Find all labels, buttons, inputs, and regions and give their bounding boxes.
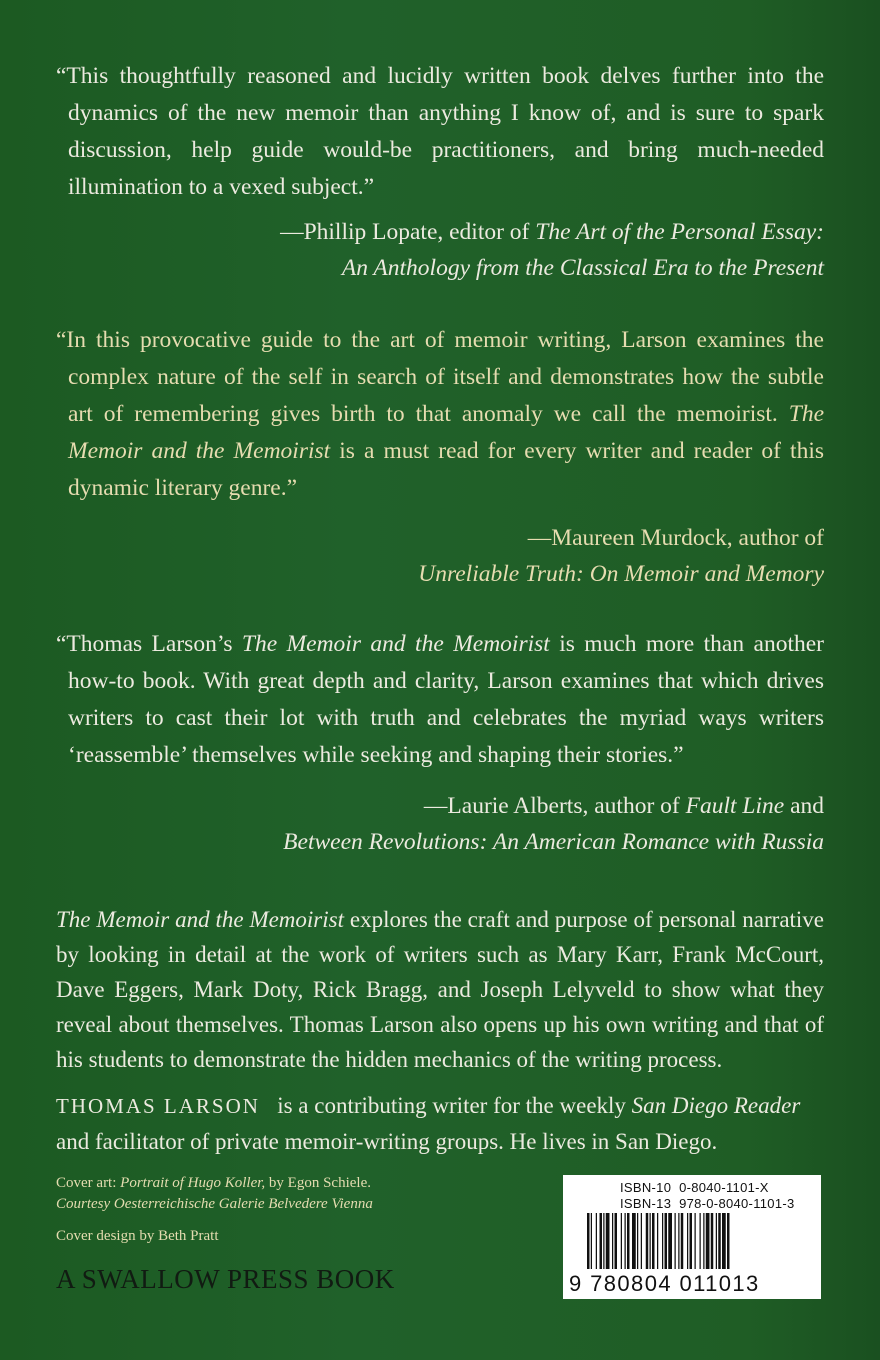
barcode-bar: [632, 1213, 636, 1269]
quote-lopate-text: “This thoughtfully reasoned and lucidly written book delves further into the dynamics of the new memoir than anything I know of, and is sure to spark discussion, help guide would-be practitioners, and bring much-needed illumination to a vexed subject.”: [56, 63, 824, 200]
quote-murdock: [56, 322, 824, 507]
barcode-bar: [600, 1213, 603, 1269]
barcode-bar: [646, 1213, 649, 1269]
attribution-lopate-prefix: —Phillip Lopate, editor of: [280, 219, 536, 245]
barcode-bar: [657, 1213, 658, 1269]
barcode-bar: [662, 1213, 663, 1269]
barcode-bar: [603, 1213, 604, 1269]
barcode-bar: [637, 1213, 638, 1269]
barcode-bar: [641, 1213, 642, 1269]
quote-murdock-book-title: The Memoir and the Memoirist: [68, 401, 824, 464]
cover-art-courtesy: Courtesy Oesterreichische Galerie Belvedere Vienna: [56, 1196, 373, 1212]
barcode-bar: [652, 1213, 655, 1269]
barcode-bar: [606, 1213, 610, 1269]
barcode-bar: [716, 1213, 717, 1269]
barcode-bar: [621, 1213, 622, 1269]
barcode-bar: [612, 1213, 613, 1269]
attribution-murdock-line: —Maureen Murdock, author of: [527, 525, 824, 551]
barcode-bar: [718, 1213, 721, 1269]
barcode-bar: [675, 1213, 676, 1269]
barcode-bar: [678, 1213, 679, 1269]
barcode-bar: [687, 1213, 688, 1269]
barcode-bar: [727, 1213, 730, 1269]
attribution-alberts-title-2: Between Revolutions: An American Romance with Russia: [283, 829, 824, 855]
quote-murdock-text-2: is a must read for every writer and reader of this dynamic literary genre.”: [68, 438, 824, 501]
isbn-13-value: 978-0-8040-1101-3: [679, 1196, 795, 1211]
isbn-10-label: ISBN-10: [620, 1180, 672, 1195]
cover-art-title: Portrait of Hugo Koller,: [120, 1175, 266, 1191]
barcode-bar: [703, 1213, 704, 1269]
attribution-alberts-suffix: and: [784, 793, 824, 819]
isbn-barcode-box: [563, 1175, 821, 1299]
barcode-bar: [596, 1213, 597, 1269]
attribution-lopate-title-1: The Art of the Personal Essay:: [535, 219, 824, 245]
book-description-text: explores the craft and purpose of personal narrative by looking in detail at the work of writers such as Mary Karr, Frank McCourt, Dave Eggers, Mark Doty, Rick Bragg, and Joseph Lelyveld to show what they reveal about themselves. Thomas Larson also opens up his own writing and that of his students to demonstrate the hidden mechanics of the writing process.: [56, 907, 825, 1072]
isbn-13-label: ISBN-13: [620, 1196, 672, 1211]
barcode-bar: [706, 1213, 710, 1269]
cover-credits: [56, 1173, 373, 1215]
author-bio-publication: San Diego Reader: [631, 1093, 801, 1118]
barcode-bar: [591, 1213, 592, 1269]
book-description: [56, 902, 824, 1077]
publisher-imprint: A SWALLOW PRESS BOOK: [56, 1264, 395, 1294]
attribution-alberts-prefix: —Laurie Alberts, author of: [423, 793, 686, 819]
barcode-bar: [681, 1213, 684, 1269]
barcode-bar: [587, 1213, 590, 1269]
author-bio-text-2: and facilitator of private memoir-writing groups. He lives in San Diego.: [56, 1129, 718, 1154]
barcode-bar: [650, 1213, 651, 1269]
barcode-bar: [690, 1213, 693, 1269]
attribution-lopate: [184, 214, 824, 286]
quote-alberts: [56, 626, 824, 774]
attribution-murdock: [184, 520, 824, 592]
author-bio-text-1: is a contributing writer for the weekly: [259, 1093, 632, 1118]
barcode-digits: 9 780804 011013: [569, 1271, 760, 1296]
quote-lopate: [56, 58, 824, 206]
attribution-murdock-title: Unreliable Truth: On Memoir and Memory: [418, 561, 824, 587]
cover-art-label: Cover art:: [56, 1175, 121, 1191]
barcode-bar: [695, 1213, 696, 1269]
isbn-13-line: [620, 1196, 795, 1211]
cover-design-credit: Cover design by Beth Pratt: [56, 1228, 219, 1244]
quote-alberts-book-title: The Memoir and the Memoirist: [241, 631, 550, 657]
barcode-bar: [627, 1213, 630, 1269]
attribution-alberts: [184, 788, 824, 860]
barcode-bar: [722, 1213, 726, 1269]
barcode-bar: [665, 1213, 668, 1269]
quote-alberts-text-2: is much more than another how-to book. With great depth and clarity, Larson examines that which drives writers to cast their lot with truth and celebrates the myriad ways writers ‘reassemble’ themselves while seeking and shaping their stories.”: [68, 631, 824, 768]
barcode-bar: [700, 1213, 701, 1269]
attribution-alberts-title-1: Fault Line: [685, 793, 785, 819]
author-name: THOMAS LARSON: [56, 1094, 260, 1118]
quote-alberts-text-1: “Thomas Larson’s: [56, 631, 242, 657]
attribution-lopate-title-2: An Anthology from the Classical Era to the Present: [341, 255, 824, 281]
quote-murdock-text-1: “In this provocative guide to the art of memoir writing, Larson examines the complex nature of the self in search of itself and demonstrates how the subtle art of remembering gives birth to that anomaly we call the memoirist.: [56, 327, 824, 427]
barcode-bar: [668, 1213, 672, 1269]
barcode-bar: [615, 1213, 618, 1269]
cover-art-artist: by Egon Schiele.: [265, 1175, 371, 1191]
barcode-bars: [573, 1213, 813, 1273]
isbn-10-value: 0-8040-1101-X: [679, 1180, 769, 1195]
isbn-10-line: [620, 1180, 769, 1195]
barcode-bar: [711, 1213, 714, 1269]
barcode-bar: [625, 1213, 626, 1269]
book-description-title: The Memoir and the Memoirist: [56, 907, 344, 932]
author-bio: [56, 1088, 824, 1160]
